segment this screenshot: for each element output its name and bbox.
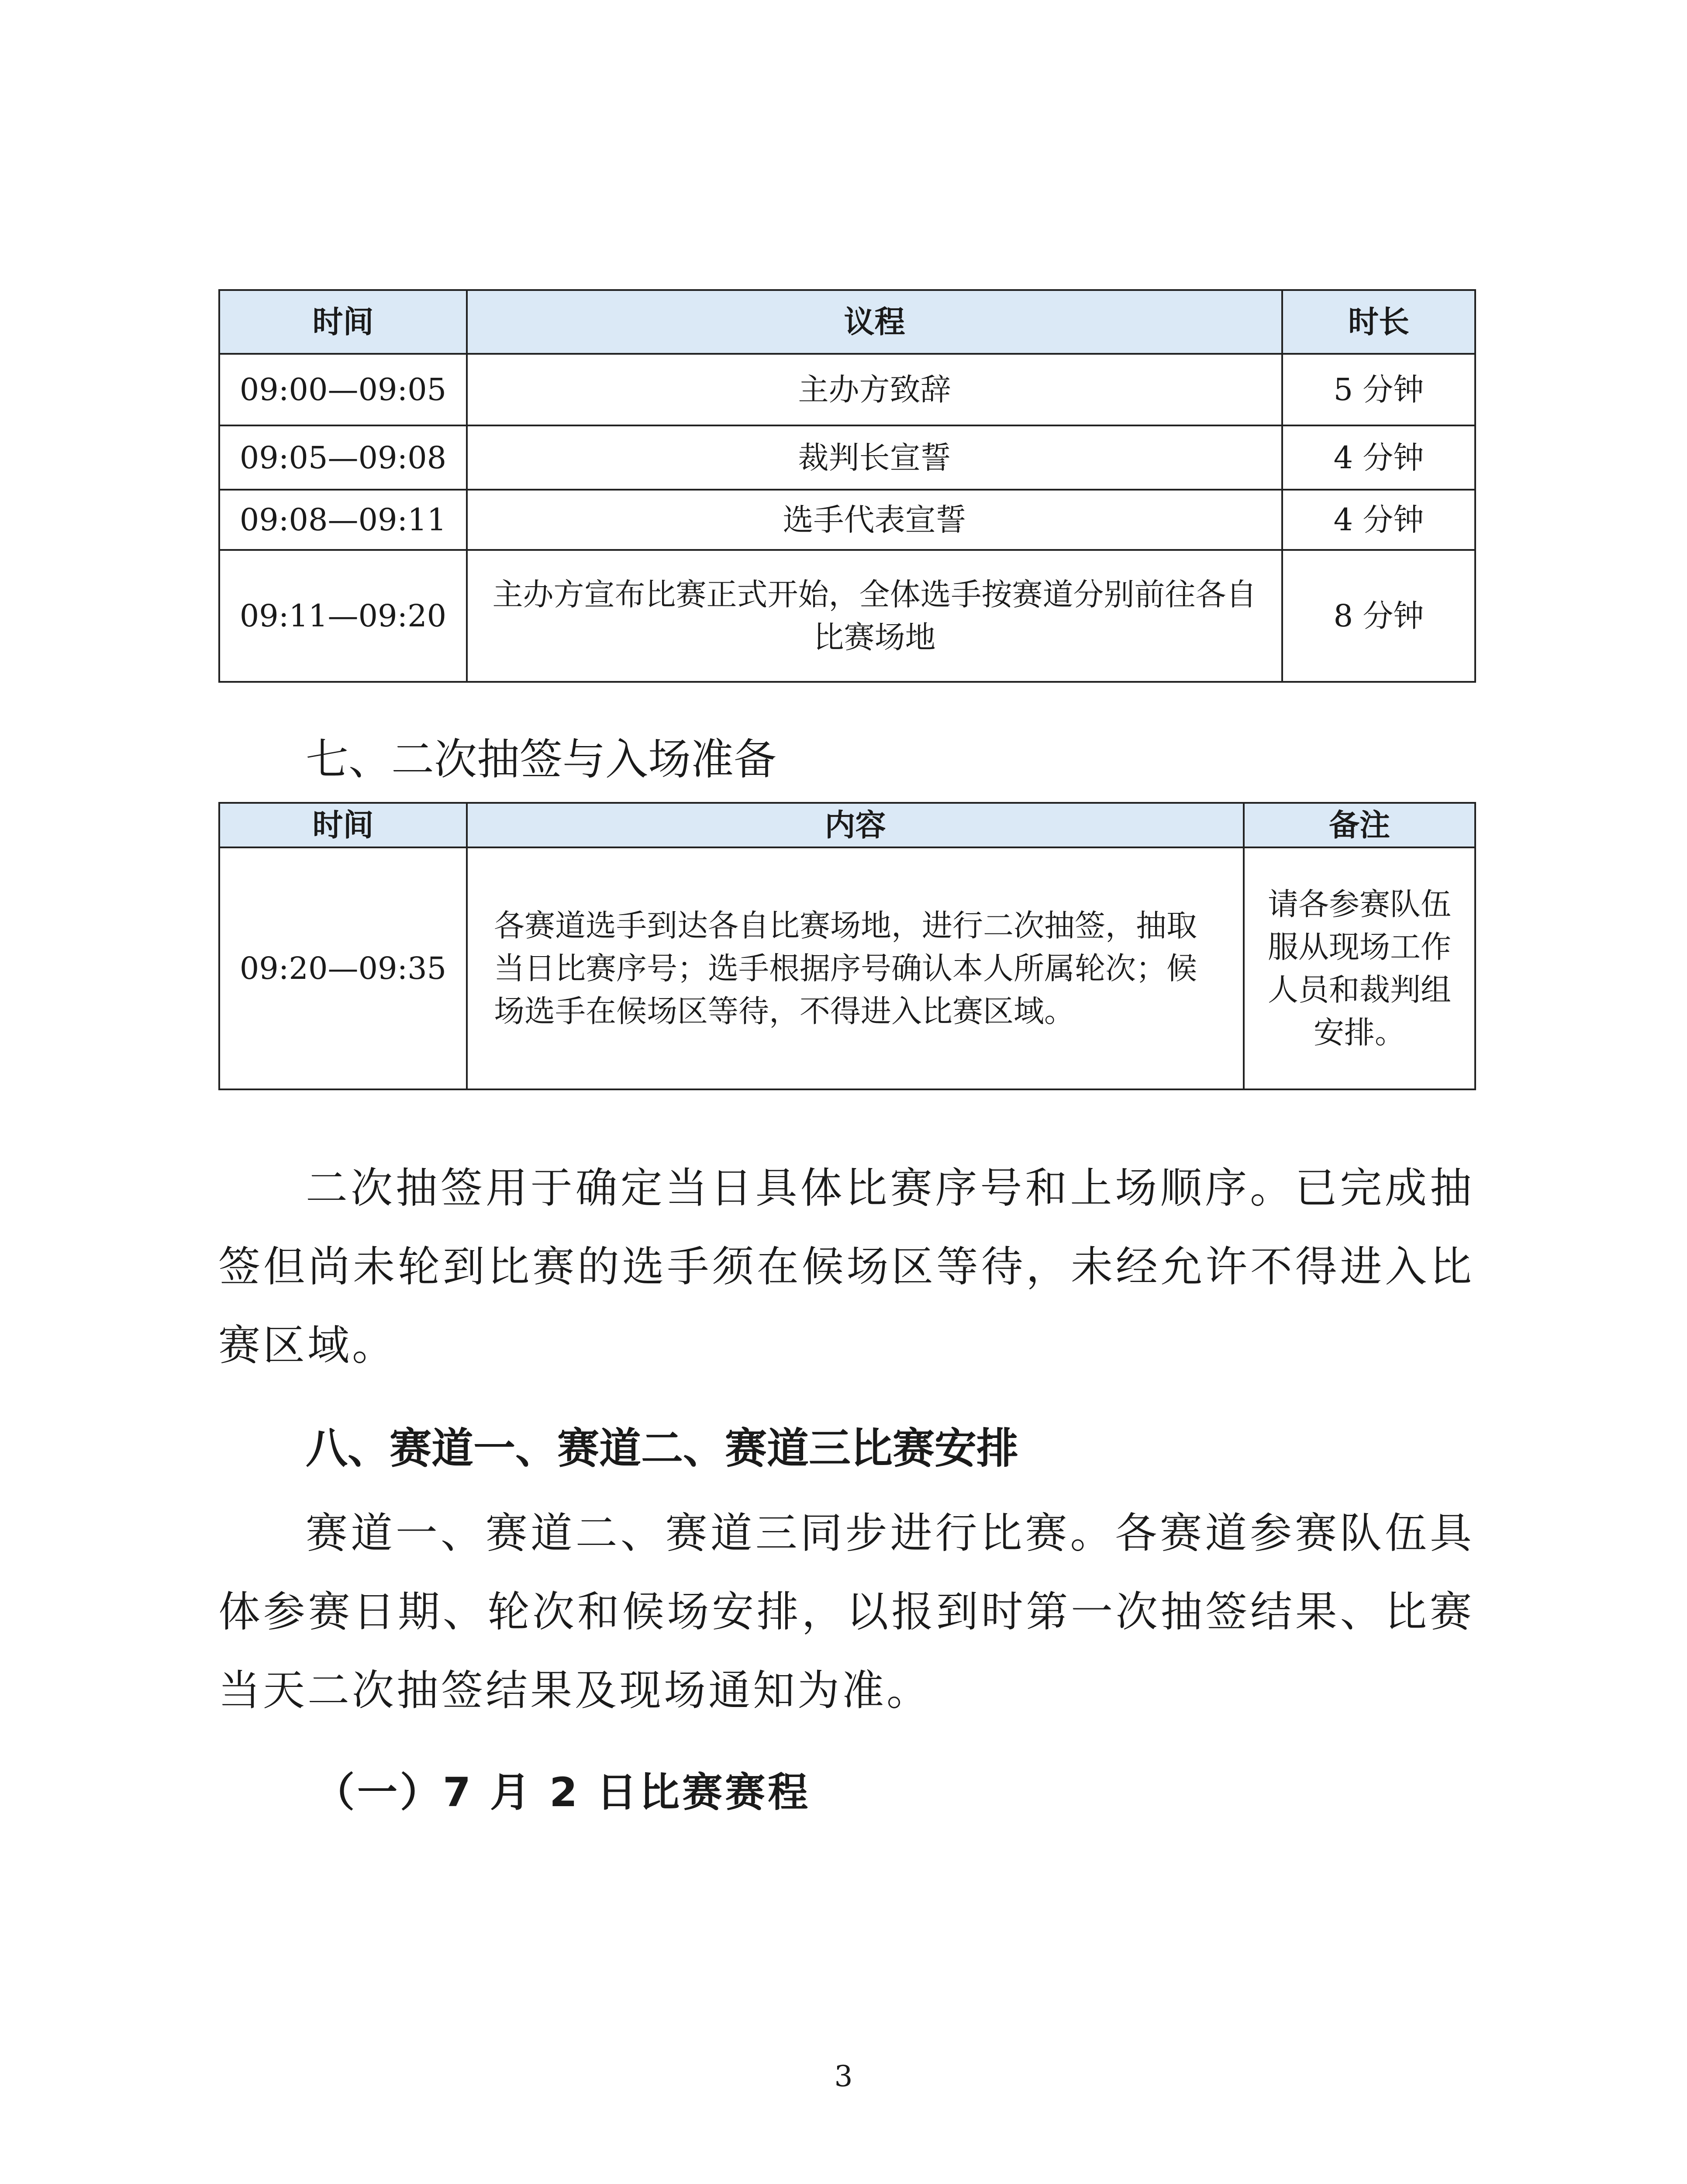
cell-time: 09:20—09:35 bbox=[219, 847, 467, 1089]
section-8-paragraph: 赛道一、赛道二、赛道三同步进行比赛。各赛道参赛队伍具体参赛日期、轮次和候场安排，以报到时第一次抽签结果、比赛当天二次抽签结果及现场通知为准。 bbox=[218, 1509, 1474, 1715]
header-time: 时间 bbox=[219, 290, 467, 354]
cell-duration: 5 分钟 bbox=[1282, 354, 1475, 425]
draw-table bbox=[218, 802, 1476, 1090]
subsection-heading: （一）7 月 2 日比赛赛程 bbox=[314, 1769, 811, 1816]
table-header-row bbox=[219, 290, 1475, 354]
cell-duration: 4 分钟 bbox=[1282, 425, 1475, 490]
cell-agenda: 主办方宣布比赛正式开始，全体选手按赛道分别前往各自比赛场地 bbox=[467, 550, 1282, 682]
header-note: 备注 bbox=[1244, 803, 1475, 847]
table-row bbox=[219, 550, 1475, 682]
header-duration: 时长 bbox=[1282, 290, 1475, 354]
table-row bbox=[219, 354, 1475, 425]
section-7-paragraph: 二次抽签用于确定当日具体比赛序号和上场顺序。已完成抽签但尚未轮到比赛的选手须在候场区等待，未经允许不得进入比赛区域。 bbox=[218, 1164, 1474, 1370]
header-content: 内容 bbox=[467, 803, 1244, 847]
cell-content: 各赛道选手到达各自比赛场地，进行二次抽签，抽取当日比赛序号；选手根据序号确认本人所属轮次；候场选手在候场区等待，不得进入比赛区域。 bbox=[467, 847, 1244, 1089]
cell-time: 09:00—09:05 bbox=[219, 354, 467, 425]
cell-duration: 4 分钟 bbox=[1282, 490, 1475, 550]
cell-agenda: 选手代表宣誓 bbox=[467, 490, 1282, 550]
table-row bbox=[219, 425, 1475, 490]
table-row bbox=[219, 847, 1475, 1089]
table-header-row bbox=[219, 803, 1475, 847]
agenda-table bbox=[218, 289, 1476, 683]
table-row bbox=[219, 490, 1475, 550]
header-agenda: 议程 bbox=[467, 290, 1282, 354]
header-time: 时间 bbox=[219, 803, 467, 847]
cell-note: 请各参赛队伍服从现场工作人员和裁判组安排。 bbox=[1244, 847, 1475, 1089]
section-7-heading: 七、二次抽签与入场准备 bbox=[306, 735, 777, 784]
cell-agenda: 裁判长宣誓 bbox=[467, 425, 1282, 490]
cell-duration: 8 分钟 bbox=[1282, 550, 1475, 682]
cell-time: 09:11—09:20 bbox=[219, 550, 467, 682]
cell-time: 09:08—09:11 bbox=[219, 490, 467, 550]
page-number: 3 bbox=[834, 2060, 853, 2093]
cell-agenda: 主办方致辞 bbox=[467, 354, 1282, 425]
cell-time: 09:05—09:08 bbox=[219, 425, 467, 490]
section-8-heading: 八、赛道一、赛道二、赛道三比赛安排 bbox=[306, 1424, 1018, 1473]
